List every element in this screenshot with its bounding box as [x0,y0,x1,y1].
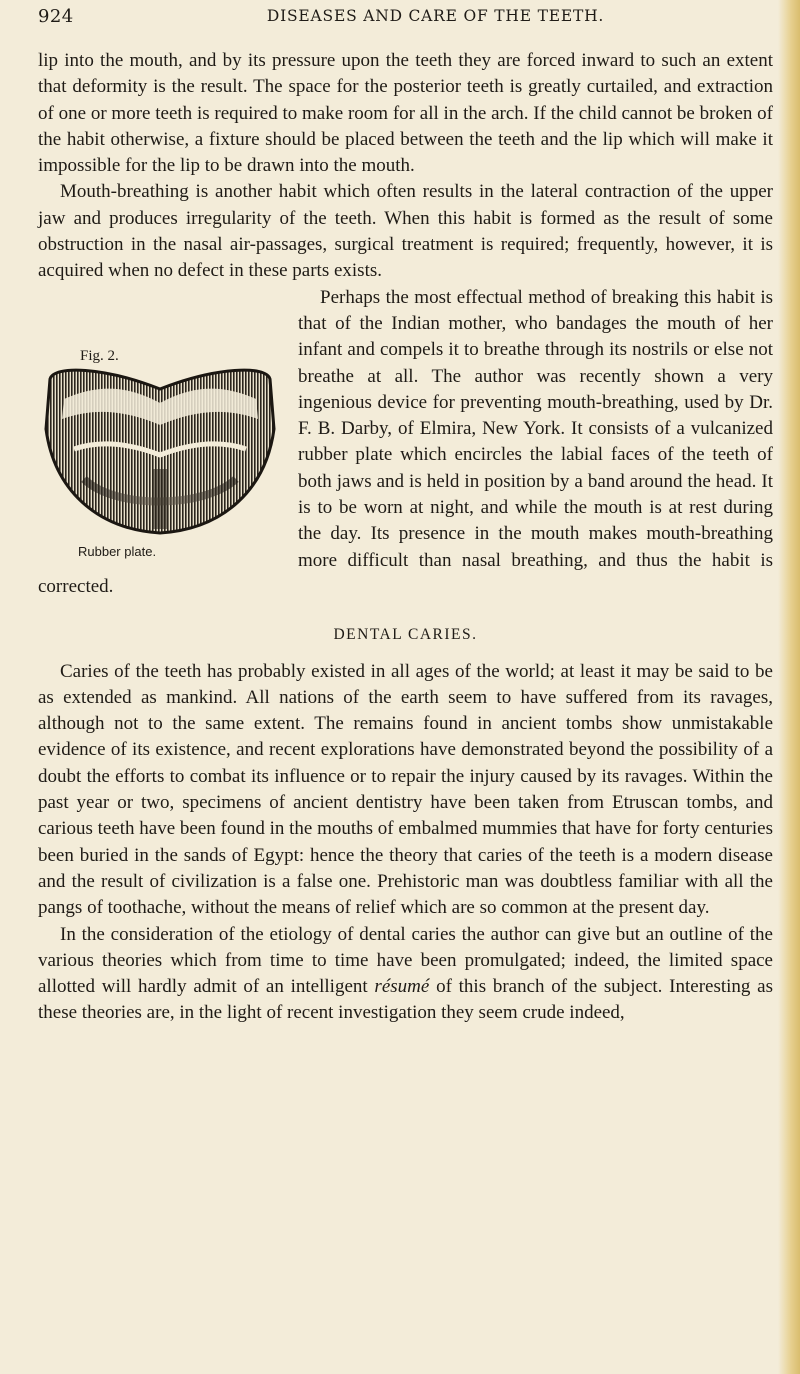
paragraph-mouth-breathing: Mouth-breathing is another habit which often results in the lateral contraction of the upper jaw and produces irregularity of the teeth. When this habit is formed as the result of some obstruction in the nasal air-passages, surgical treatment is required; frequently, however, it is acquired when no defect in these parts exists. [38,181,773,282]
section-title: DENTAL CARIES. [333,626,478,644]
rubber-plate-illustration-icon [44,359,276,537]
resume-term: résumé [374,976,430,998]
figure-label: Fig. 2. [80,347,119,364]
paragraph-caries-etiology [38,922,773,1027]
paragraph-lip-habit: lip into the mouth, and by its pressure upon the teeth they are forced inward to such an extent that deformity is the result. The space for the posterior teeth is greatly curtailed, and extraction of one or more teeth is required to make room for all in the arch. If the child cannot be broken of the habit otherwise, a fixture should be placed between the teeth and the lip which will make it impossible for the lip to be drawn into the mouth. [38,50,773,177]
figure-caption: Rubber plate. [78,543,157,559]
page-edge [778,0,800,1374]
book-page [38,0,773,1374]
page-number: 924 [38,6,74,27]
paragraph-caries-history: Caries of the teeth has probably existed in all ages of the world; at least it may be said to be as extended as mankind. All nations of the earth seem to have suffered from its ravages, although not to the same extent. The remains found in ancient tombs show unmistakable evidence of its existence, and recent explorations have demonstrated beyond the possibility of a doubt the efforts to combat its influence or to repair the injury caused by its ravages. Within the past year or two, specimens of ancient dentistry have been taken from Etruscan tombs, and carious teeth have been found in the mouths of embalmed mummies that have for forty centuries been buried in the sands of Egypt: hence the theory that caries of the teeth is a modern disease and the result of civilization is a false one. Prehistoric man was doubtless familiar with all the pangs of toothache, without the means of relief which are so common at the present day. [38,660,773,919]
body-text [38,48,773,1027]
paragraph-indian-mother: Perhaps the most effectual method of breaking this habit is that of the Indian mother, who bandages the mouth of her infant and compels it to breathe through its nostrils or else not breathe at all. The author was recently shown a very ingenious device for preventing mouth-breathing, used by Dr. F. B. Darby, of Elmira, New York. It consists of a vulcanized rubber plate which encircles the labial faces of the teeth of both jaws and is held in position by a band around the head. It is to be worn at night, and while the mouth is at rest during the day. Its presence in the mouth makes mouth-breathing more difficult than nasal breathing, and thus the habit is corrected. [38,286,773,597]
figure-rubber-plate [36,339,286,561]
etiology-text-a: In the consideration of the etiology of dental caries the author can give but an outline of the various theories which from time to time have been promulgated; indeed, the limited space allotted will hardly admit of an intelligent [38,923,773,998]
etiology-text-b: of this branch of the subject. Interesting as these theories are, in the light of recent investigation they seem crude indeed, [38,976,773,1024]
page-header [38,0,773,48]
running-title: DISEASES AND CARE OF THE TEETH. [266,7,605,25]
